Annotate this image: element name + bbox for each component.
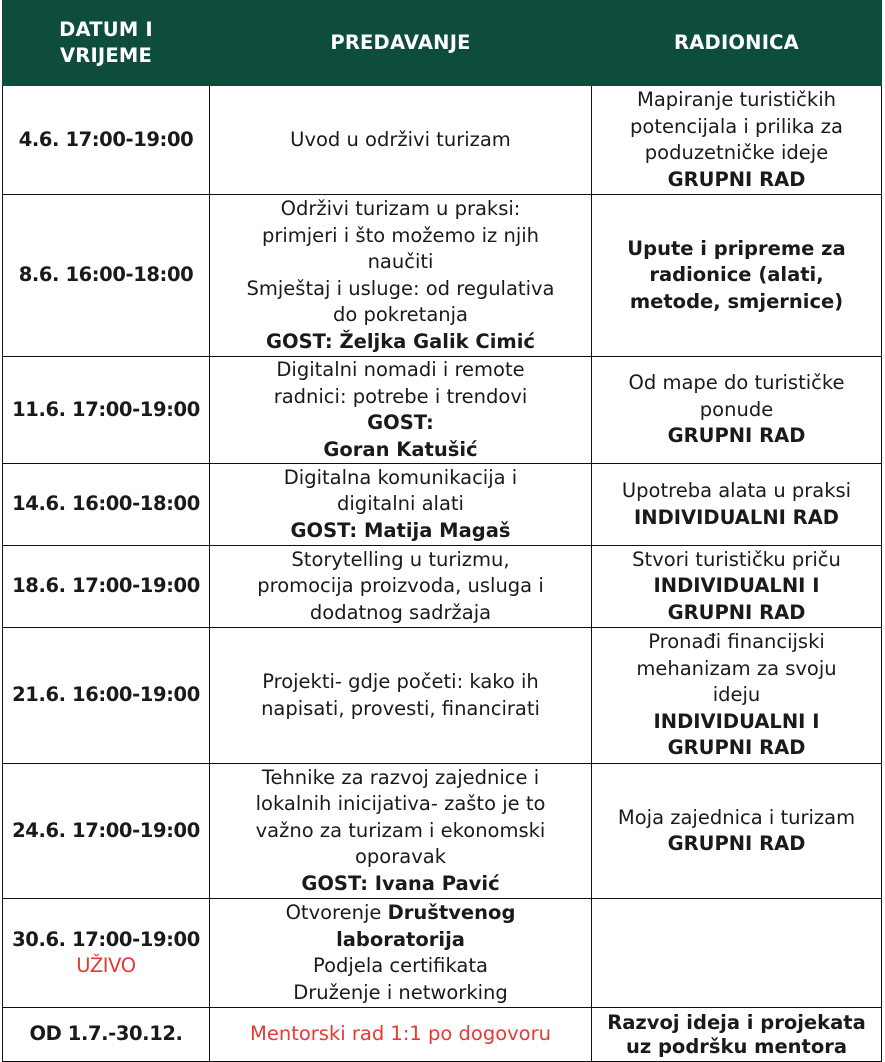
header-row [3,1,882,86]
date-cell: 18.6. 17:00-19:00 [3,546,210,628]
work-mode-label: GRUPNI RAD [667,832,806,855]
guest-label: GOST: Ivana Pavić [301,871,500,895]
guest-label: GOST: Matija Magaš [290,518,511,542]
table-row [3,628,882,764]
header-date: DATUM I VRIJEME [3,1,210,86]
workshop-cell: Upute i pripreme za radionice (alati, metode, smjernice) [592,195,882,357]
guest-label: GOST: Željka Galik Cimić [266,329,535,353]
date-cell: OD 1.7.-30.12. [3,1008,210,1062]
guest-label: GOST: [367,411,434,434]
date-cell: 14.6. 16:00-18:00 [3,464,210,546]
workshop-cell: Moja zajednica i turizam GRUPNI RAD [592,764,882,899]
lecture-cell: Uvod u održivi turizam [210,86,592,195]
table-row [3,764,882,899]
work-mode-label: GRUPNI RAD [667,424,806,448]
work-mode-label: GRUPNI RAD [667,167,806,191]
lecture-cell: Tehnike za razvoj zajednice i lokalnih inicijativa- zašto je to važno za turizam i ekonomski oporavak GOST: Ivana Pavić [210,764,592,899]
header-lecture: PREDAVANJE [210,1,592,86]
lecture-cell: Digitalni nomadi i remote radnici: potrebe i trendovi GOST: Goran Katušić [210,357,592,464]
workshop-cell: Stvori turističku priču INDIVIDUALNI I GRUPNI RAD [592,546,882,628]
table-row [3,195,882,357]
workshop-cell-empty [592,899,882,1008]
lecture-cell: Digitalna komunikacija i digitalni alati GOST: Matija Magaš [210,464,592,546]
lecture-cell [210,1008,592,1062]
lecture-cell: Storytelling u turizmu, promocija proizvoda, usluga i dodatnog sadržaja [210,546,592,628]
schedule-table [2,0,882,1062]
date-cell: 30.6. 17:00-19:00 UŽIVO [3,899,210,1008]
date-cell: 4.6. 17:00-19:00 [3,86,210,195]
workshop-cell: Upotreba alata u praksi INDIVIDUALNI RAD [592,464,882,546]
table-row [3,86,882,195]
table-row [3,357,882,464]
workshop-cell: Razvoj ideja i projekata uz podršku mentora [592,1008,882,1062]
header-workshop: RADIONICA [592,1,882,86]
date-cell: 8.6. 16:00-18:00 [3,195,210,357]
date-cell: 21.6. 16:00-19:00 [3,628,210,764]
lecture-cell: Projekti- gdje početi: kako ih napisati, provesti, financirati [210,628,592,764]
workshop-cell: Pronađi financijski mehanizam za svoju ideju INDIVIDUALNI I GRUPNI RAD [592,628,882,764]
table-row [3,1008,882,1062]
date-cell: 11.6. 17:00-19:00 [3,357,210,464]
workshop-cell: Mapiranje turističkih potencijala i prilika za poduzetničke ideje GRUPNI RAD [592,86,882,195]
work-mode-label: INDIVIDUALNI RAD [634,505,839,529]
date-cell: 24.6. 17:00-19:00 [3,764,210,899]
lecture-cell: Održivi turizam u praksi: primjeri i što možemo iz njih naučiti Smještaj i usluge: od regulativa do pokretanja GOST: Željka Galik Cimić [210,195,592,357]
workshop-cell: Od mape do turističke ponude GRUPNI RAD [592,357,882,464]
mentoring-text: Mentorski rad 1:1 po dogovoru [250,1022,551,1046]
live-badge: UŽIVO [76,954,136,977]
lecture-cell: Otvorenje Društvenog laboratorija Podjela certifikata Druženje i networking [210,899,592,1008]
table-row [3,464,882,546]
table-row [3,546,882,628]
table-row [3,899,882,1008]
guest-name: Goran Katušić [323,437,478,461]
